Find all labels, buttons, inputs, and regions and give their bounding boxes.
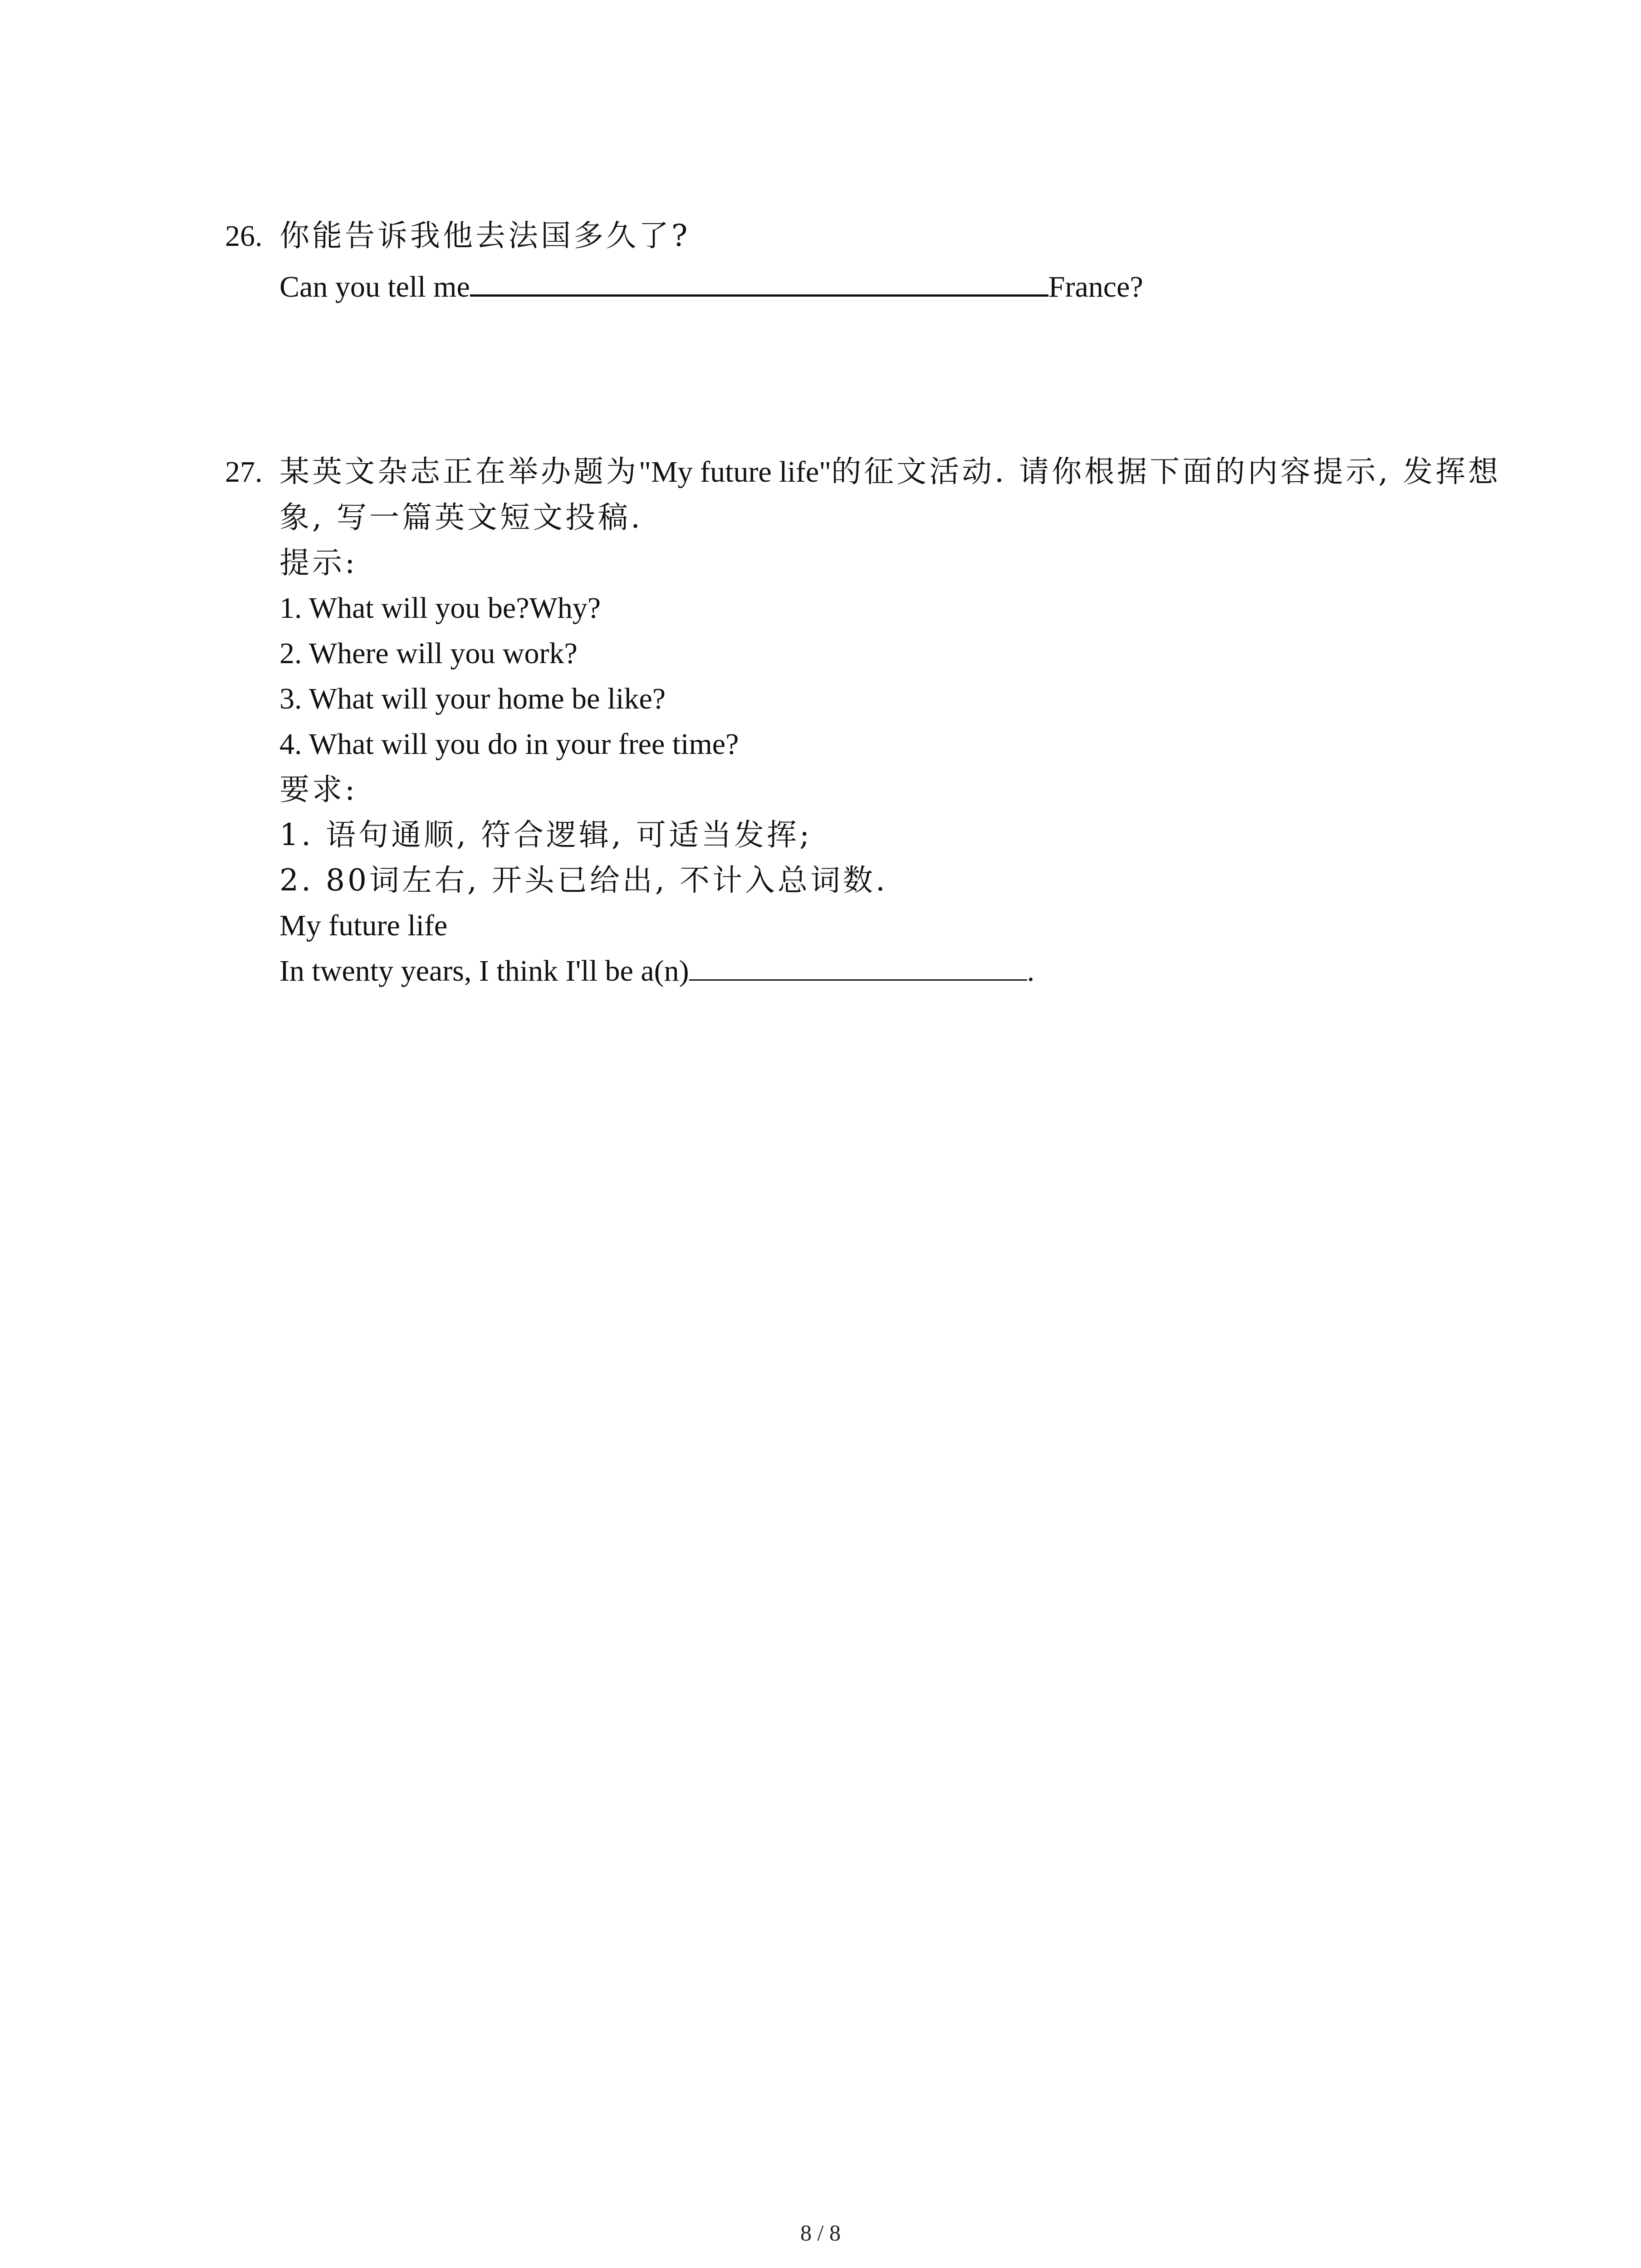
question-27: [225, 449, 1501, 994]
question-27-prompt-line-2: 象, 写一篇英文短文投稿.: [279, 500, 643, 535]
hint-item: 3. What will your home be like?: [279, 682, 666, 715]
question-27-prompt-line-1: [225, 449, 1501, 495]
essay-title: My future life: [279, 909, 448, 942]
requirements-label: 要求:: [279, 772, 358, 807]
sentence-end: France?: [1048, 270, 1143, 303]
prompt-essay-topic: "My future life": [639, 455, 832, 489]
hints-label: 提示:: [279, 545, 358, 580]
question-number: 26.: [225, 220, 263, 253]
question-26-sentence: [225, 264, 1450, 310]
prompt-text-part-1: 某英文杂志正在举办题为: [279, 454, 639, 489]
requirement-item: 1. 语句通顺, 符合逻辑, 可适当发挥;: [279, 817, 813, 852]
question-number: 27.: [225, 455, 263, 489]
essay-opening-text: In twenty years, I think I'll be a(n): [279, 954, 689, 987]
hint-item: 1. What will you be?Why?: [279, 591, 601, 625]
hint-item: 2. Where will you work?: [279, 637, 578, 670]
essay-opening-end: .: [1027, 954, 1035, 987]
essay-opening-line: [225, 948, 1450, 994]
sentence-start: Can you tell me: [279, 270, 470, 303]
answer-blank[interactable]: [689, 951, 1027, 981]
answer-blank[interactable]: [470, 266, 1048, 297]
question-26-prompt-line: [225, 213, 1450, 259]
question-26: [225, 213, 1450, 310]
hint-item: 4. What will you do in your free time?: [279, 728, 739, 761]
requirement-item: 2. 80词左右, 开头已给出, 不计入总词数.: [279, 863, 888, 898]
prompt-text-part-2: 的征文活动. 请你根据下面的内容提示, 发挥想: [831, 454, 1501, 489]
question-prompt: 你能告诉我他去法国多久了?: [279, 218, 691, 253]
page-number: 8 / 8: [800, 2220, 841, 2245]
